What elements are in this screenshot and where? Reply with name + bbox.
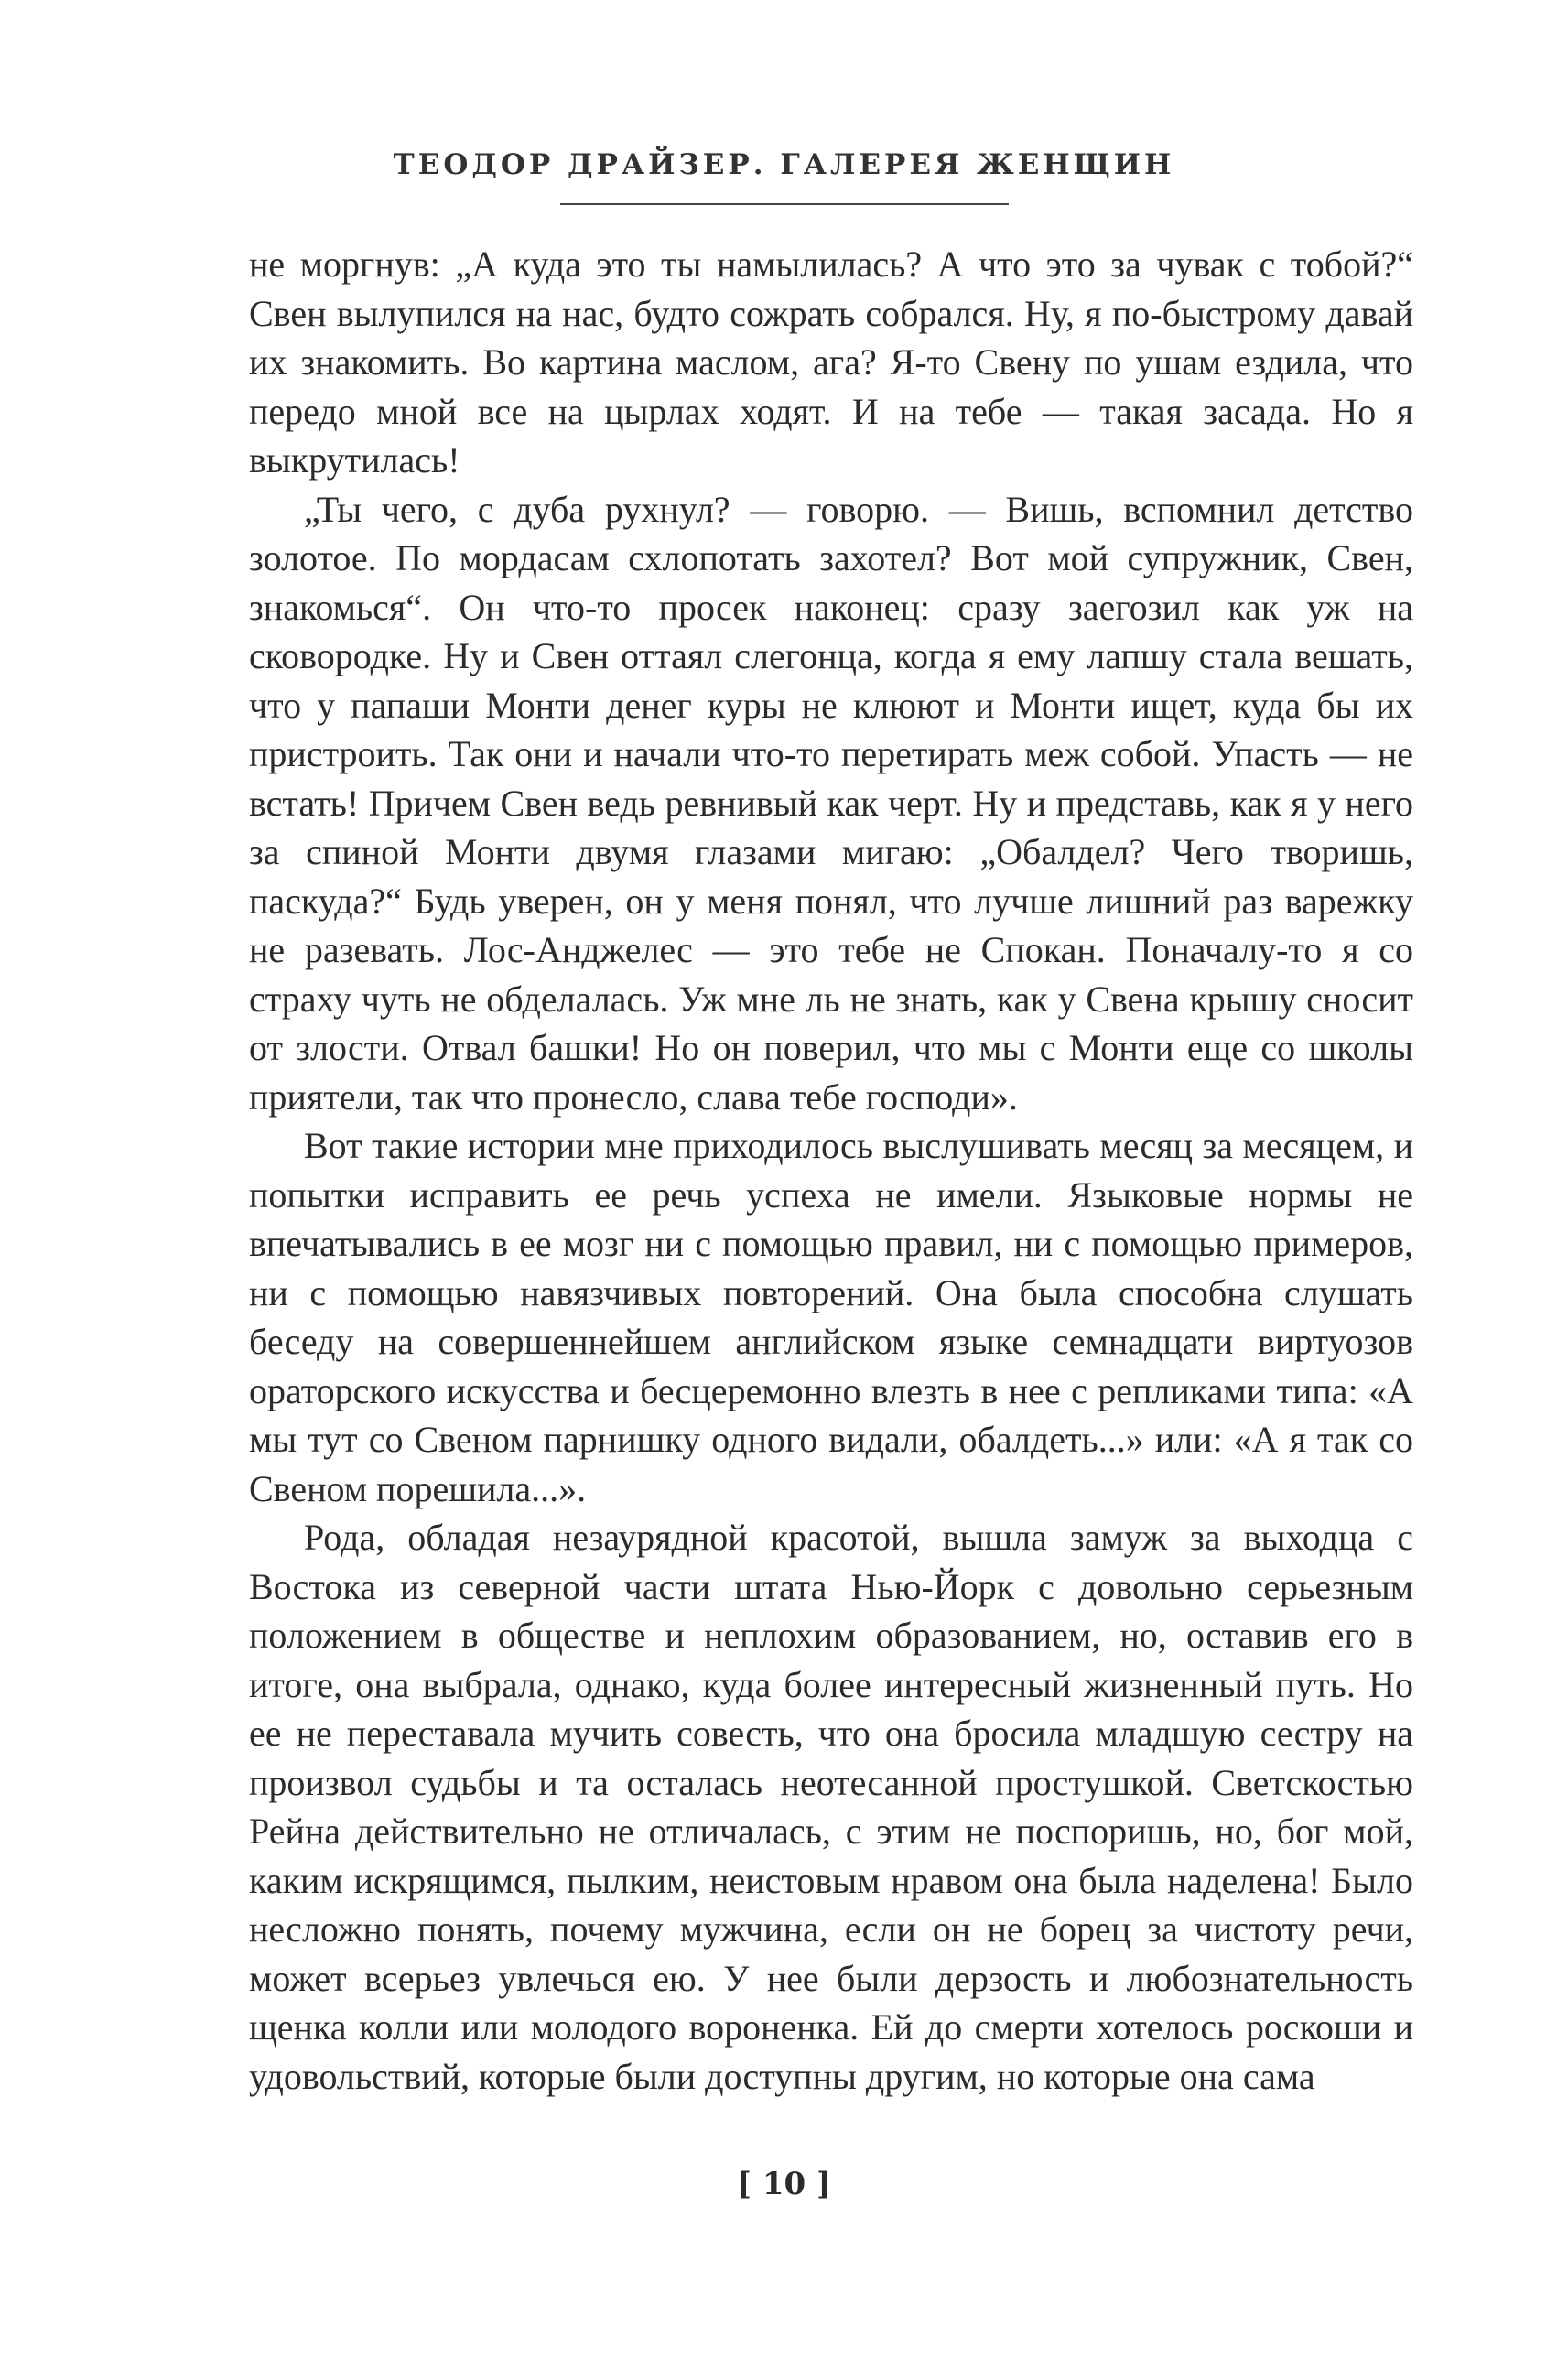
header-rule — [560, 203, 1009, 205]
paragraph: Вот такие истории мне приходилось выслушивать месяц за месяцем, и попытки исправить ее речь успеха не имели. Языковые нормы не впечатывались в ее мозг ни с помощью правил, ни с помощью примеров, ни с помощью навязчивых повторений. Она была способна слушать беседу на совершеннейшем английском языке семнадцати виртуозов ораторского искусства и бесцеремонно влезть в нее с репликами типа: «А мы тут со Свеном парнишку одного видали, обалдеть...» или: «А я так со Свеном порешила...». — [249, 1125, 1413, 1509]
paragraph: не моргнув: „А куда это ты намылилась? А что это за чувак с тобой?“ Свен вылупился на нас, будто сожрать собрался. Ну, я по-быстрому давай их знакомить. Во картина маслом, ага? Я-то Свену по ушам ездила, что передо мной все на цырлах ходят. И на тебе — такая засада. Но я выкрутилась! — [249, 243, 1413, 481]
paragraph: „Ты чего, с дуба рухнул? — говорю. — Вишь, вспомнил детство золотое. По мордасам схлопотать захотел? Вот мой супружник, Свен, знакомься“. Он что-то просек наконец: сразу заегозил как уж на сковородке. Ну и Свен оттаял слегонца, когда я ему лапшу стала вешать, что у папаши Монти денег куры не клюют и Монти ищет, куда бы их пристроить. Так они и начали что-то перетирать меж собой. Упасть — не встать! Причем Свен ведь ревнивый как черт. Ну и представь, как я у него за спиной Монти двумя глазами мигаю: „Обалдел? Чего творишь, паскуда?“ Будь уверен, он у меня понял, что лучше лишний раз варежку не разевать. Лос-Анджелес — это тебе не Спокан. Поначалу-то я со страху чуть не обделалась. Уж мне ль не знать, как у Свена крышу сносит от злости. Отвал башки! Но он поверил, что мы с Монти еще со школы приятели, так что пронесло, слава тебе господи». — [249, 488, 1413, 1118]
running-title: ТЕОДОР ДРАЙЗЕР. ГАЛЕРЕЯ ЖЕНЩИН — [393, 148, 1175, 181]
page-number: [ 10 ] — [736, 2166, 832, 2202]
paragraph: Рода, обладая незаурядной красотой, вышла замуж за выходца с Востока из северной части штата Нью-Йорк с довольно серьезным положением в обществе и неплохим образованием, но, оставив его в итоге, она выбрала, однако, куда более интересный жизненный путь. Но ее не переставала мучить совесть, что она бросила младшую сестру на произвол судьбы и та осталась неотесанной простушкой. Светскостью Рейна действительно не отличалась, с этим не поспоришь, но, бог мой, каким искрящимся, пылким, неистовым нравом она была наделена! Было несложно понять, почему мужчина, если он не борец за чистоту речи, может всерьез увлечься ею. У нее были дерзость и любознательность щенка колли или молодого вороненка. Ей до смерти хотелось роскоши и удовольствий, которые были доступны другим, но которые она сама — [249, 1517, 1413, 2097]
body-text — [249, 240, 1413, 2101]
